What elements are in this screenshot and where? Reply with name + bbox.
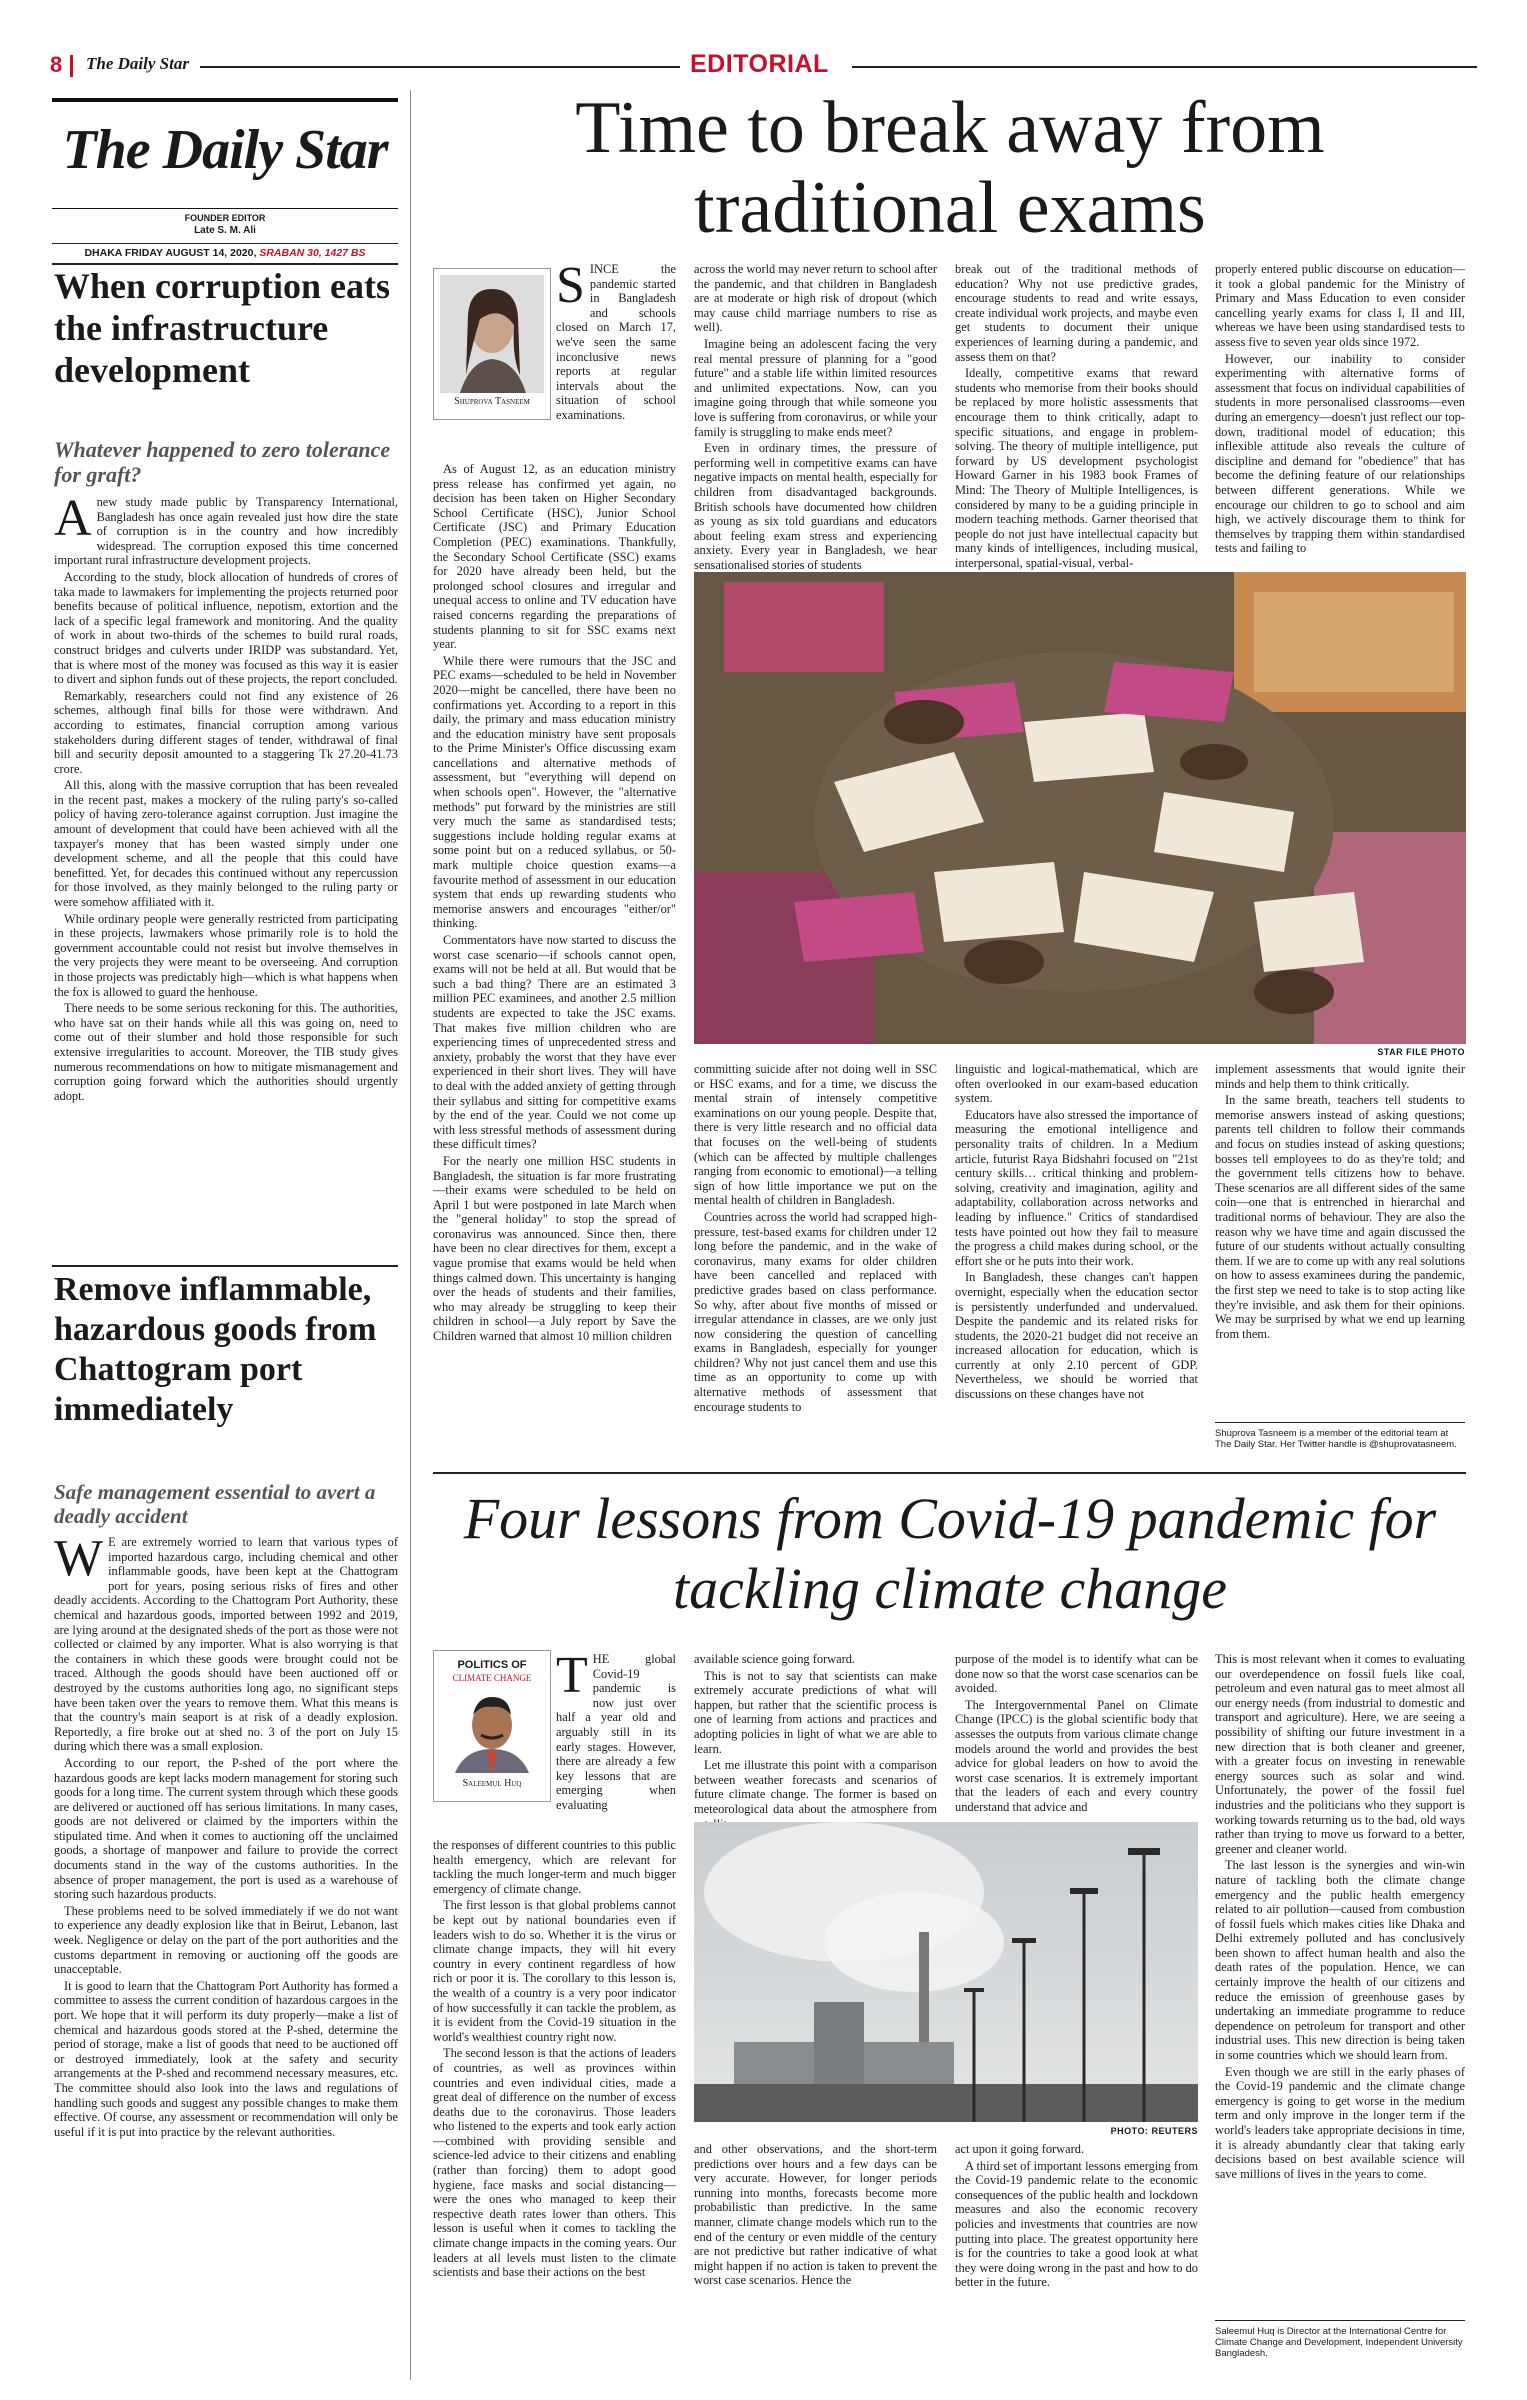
article2-para: This is most relevant when it comes to evaluating our overdependence on fossil fuels like coal, petroleum and even natural gas to meet almost all our energy needs (from industrial to domestic and transport and agriculture). Here, we are seeing a possibility of shifting our future investment in a new direction that is both cleaner and greener, with a greater focus on investing in renewable energy sources such as solar and wind. Unfortunately, the power of the fossil fuel industries and the politicians who they support is working towards returning us to the bad, old ways rather than trying to move us forward to a better, greener and cleaner world. [1215,1652,1465,1856]
article2-para: purpose of the model is to identify what can be done now so that the worst case scenarios can be avoided. [955,1652,1198,1696]
article2-para: available science going forward. [694,1652,856,1666]
article1-col3-top [955,262,1198,572]
editorial1-para: Remarkably, researchers could not find any existence of 26 schemes, although final bills for those were withdrawn. And according to estimates, financial corruption among various stakeholders during different stages of tender, withdrawal of final bill and security deposit amounted to a staggering Tk 27.20-41.73 crore. [54,688,398,776]
article1-para: As of August 12, as an education ministry press release has confirmed yet again, no decision has been taken on Higher Secondary School Certificate (HSC), Junior School Certificate (JSC) and Primary Education Completion (PEC) examinations. Thankfully, the Secondary School Certificate (SSC) exams for 2020 have already been held, but the prolonged school closures and irregular and unequal access to online and TV education have raised concerns regarding the preparations of students planning to sit for SSC exams next year. [433,462,676,652]
header-rule-left [200,66,680,68]
article1-para: properly entered public discourse on education—it took a global pandemic for the Ministry of Primary and Mass Education to even consider cancelling yearly exams for class I, II and III, whereas we have been using standardised tests to assess five to seven year olds since 1972. [1215,262,1465,349]
article2-photo-credit: PHOTO: REUTERS [1110,2126,1198,2136]
editorial1-para: All this, along with the massive corruption that has been revealed in the recent past, makes a mockery of the ruling party's so-called policy of having zero-tolerance against corruption. Just imagine the amount of development that could have been achieved with all the taxpayer's money that has been wasted simply under one development scheme, and all the people that this could have benefitted. Yet, for decades this continued without any repercussion for those involved, as they mainly belonged to the ruling party or were somehow affiliated with it. [54,778,398,910]
editorial1-dropcap: A [54,490,92,547]
article1-text: INCE the pandemic started in Bangladesh and schools closed on March 17, we've seen the same inconclusive news reports at regular intervals about the situation of school examinations. [556,262,676,422]
article1-col4-bottom [1215,1062,1465,1343]
article2-col4 [1215,1652,1465,2183]
article1-headline: Time to break away from traditional exams [575,87,1325,249]
article2-bio: Saleemul Huq is Director at the International Centre for Climate Change and Development, Independent University Bangladesh. [1215,2326,1463,2359]
editorial1-subhead: Whatever happened to zero tolerance for graft? [54,437,391,487]
editorial2-para: E are extremely worried to learn that various types of imported hazardous cargo, including chemical and other inflammable goods, have been kept at the Chattogram port for years, posing serious risks of fires and other deadly accidents. According to the Chattogram Port Authority, these chemical and hazardous goods, imported between 1992 and 2019, are lying around at the designated sheds of the port as those were not collected or claimed by any importer. What is also worrying is that the containers in which these goods were brought could not be traced. Although the goods should have been auctioned off or destroyed by the customs authorities long ago, no significant steps have been taken over the years to remove them. What this means is that the country's main seaport is at risk of a deadly explosion. Reportedly, a fire broke out at shed no. 3 of the port on July 15 during which there was a small explosion. [54,1535,398,1754]
article1-para: However, our inability to consider experimenting with alternative forms of assessment that focus on individual capabilities of students in more personalised classrooms—even during an emergency—doesn't just reflect our top-down, traditional model of education; this inflexible attitude also reveals the culture of discipline and demand for "obedience" that has become the defining feature of our relationships between different generations. While we encourage our children to go to school and aim high, we actively discourage them to think for themselves by trapping them within standardised tests and failing to [1215,351,1465,556]
article2-photo [694,1822,1198,2122]
author-portrait [447,1689,537,1773]
editorial1-para: There needs to be some serious reckoning for this. The authorities, who have sat on their hands while all this was going on, need to come out of their slumber and hold those responsible for such extensive irregularities to account. Moreover, the TIB study gives numerous recommendations on how to mitigate mismanagement and corruption going forward which the authorities should urgently adopt. [54,1001,398,1103]
article1-author: Shuprova Tasneem [454,396,530,407]
article1-col2-bottom [694,1062,937,1416]
article2-para: The second lesson is that the actions of leaders of countries, as well as provinces within countries and even individual cities, made a great deal of difference on the number of excess deaths due to the coronavirus. Those leaders who listened to the experts and took early action—combined with providing sensible and science-led advice to their citizens and enabling (rather than forcing) them to adopt good hygiene, face masks and social distancing—were the ones who managed to keep their respective death rates lower than others. This lesson is useful when it comes to tackling the climate change impacts in the coming years. Our leaders at all levels must listen to the climate scientists and base their actions on the best [433,2046,676,2280]
founder-label: FOUNDER EDITOR [184,213,266,223]
power-plant-photo [694,1822,1198,2122]
masthead-box [52,98,398,209]
editorial1-para: According to the study, block allocation of hundreds of crores of taka made to lawmakers for implementing the projects returned poor benefits because of political influence, nepotism, extortion and the lack of a specific legal framework and monitoring. And the quality of work in about two-thirds of the schemes to build rural roads, construct bridges and culverts under IRIDP was substandard. Yet, that is where most of the money was focused as this way it is easier to divert and siphon funds out of these projects, the report concluded. [54,569,398,687]
article1-para: Ideally, competitive exams that reward students who memorise from their books should be replaced by more holistic assessments that encourage them to think critically, adapt to specific situations, and engage in problem-solving. The theory of multiple intelligence, put forward by US development psychologist Howard Garner in his 1983 book Frames of Mind: The Theory of Multiple Intelligences, is considered by many to be a guiding principle in modern teaching methods. Garner theorised that people do not just have intellectual capacity but many kinds of intelligences, including musical, interpersonal, spatial-visual, verbal- [955,366,1198,570]
article1-para: Even in ordinary times, the pressure of performing well in competitive exams can have negative impacts on mental health, especially for children from disadvantaged backgrounds. British schools have documented how children as young as six told guardians and educators about feeling exam stress and experiencing anxiety. Every year in Bangladesh, we hear sensationalised stories of students [694,441,937,572]
article2-col3-top [955,1652,1198,1817]
article2-col2-bottom [694,2142,937,2290]
article2-author: Saleemul Huq [462,1778,522,1789]
article2-text: HE global Covid-19 pandemic is now just over half a year old and arguably still in its early stages. However, there are already a few key lessons that are emerging when evaluating [556,1652,676,1812]
author-portrait [440,275,544,393]
editorial2-headline: Remove inflammable, hazardous goods from Chattogram port immediately [54,1271,377,1428]
students-reading-photo [694,572,1466,1044]
editorial2-para: It is good to learn that the Chattogram Port Authority has formed a committee to assess the current condition of hazardous cargoes in the port. We hope that it will perform its duty properly—make a list of chemical and hazardous goods stored at the P-shed, determine the period of storage, make a list of goods that need to be auctioned off or destroyed immediately, look at the safety and security arrangements at the P-shed and recommend necessary measures, etc. The committee should also look into the laws and regulations of handling such goods and suggest any possible changes to make them effective. Of course, any assessment or recommendation will only be useful if it is put into practice by the relevant authorities. [54,1978,398,2139]
column-sub: CLIMATE CHANGE [452,1673,532,1683]
article1-para: Imagine being an adolescent facing the very real mental pressure of planning for a "good future" and a stable life within limited resources and unlimited expectations. Now, can you imagine going through that while someone you love is suffering from coronavirus, or while your family is struggling to make ends meet? [694,336,937,439]
dateline-date: DHAKA FRIDAY AUGUST 14, 2020, [84,247,257,259]
article2-para: The Intergovernmental Panel on Climate Change (IPCC) is the global scientific body that assesses the outputs from various climate change models around the world and provides the best advice for global leaders on how to avoid the worst case scenarios. It is extremely important that the leaders of each and every country understand that advice and [955,1697,1198,1814]
article1-para: In Bangladesh, these changes can't happen overnight, especially when the education sector is persistently underfunded and undervalued. Despite the pandemic and its related risks for students, the 2020-21 budget did not receive an increased allocation for education, which is currently at only 2.10 percent of GDP. Nevertheless, we should be worried that discussions on these changes have not [955,1270,1198,1402]
article1-col2-top [694,262,937,574]
article1-col4-top [1215,262,1465,558]
article1-para: Commentators have now started to discuss the worst case scenario—if schools cannot open, exams will not be held at all. But would that be such a bad thing? There are an estimated 3 million PEC examinees, and another 2.5 million students are expected to take the JSC exams. That makes five million children who are experiencing times of unprecedented stress and anxiety, probably the worst that they have ever experienced in their short lives. They will have to deal with the added anxiety of getting through their syllabus and sitting for competitive exams by the end of the year. Could we not come up with less stressful methods of assessment during these difficult times? [433,933,676,1152]
editorial2-para: These problems need to be solved immediately if we do not want to experience any deadly explosion like that in Beirut, Lebanon, last week. Negligence or delay on the part of the port authorities and the customs department in removing or auctioning off the goods are unacceptable. [54,1903,398,1977]
masthead-small: The Daily Star [86,54,189,73]
header-rule-right [852,66,1477,68]
article1-para: committing suicide after not doing well in SSC or HSC exams, and for a time, we discuss the mental strain of intensely competitive examinations on our young people. Despite that, there is very little research and no official data that focuses on the well-being of students (which can be affected by multiple challenges ranging from economic to emotional)—a telling sign of how little importance we put on the mental health of children in Bangladesh. [694,1062,937,1208]
editorial1-body [54,490,398,1105]
founder-name: Late S. M. Ali [194,225,256,236]
article2-col2-top [694,1652,937,1833]
article2-col1-top [556,1647,676,1815]
page-number: 8 [50,52,63,77]
article1-col1-top [556,257,676,425]
editorial2-dropcap: W [54,1530,104,1587]
article2-para: the responses of different countries to this public health emergency, which are relevant for tackling the much longer-term and much bigger emergency of climate change. [433,1838,676,1896]
editorial2-body [54,1530,398,2141]
article2-para: A third set of important lessons emerging from the Covid-19 pandemic relate to the economic consequences of the public health and lockdown measures and also the economic recovery policies and investments that countries are now putting into place. The greatest opportunity here is for the countries to take a good look at what they were doing wrong in the past and how to do better in the future. [955,2158,1198,2290]
column-label: POLITICS OF [457,1659,527,1671]
article2-col1 [433,1838,676,2282]
article1-photo-credit: STAR FILE PHOTO [1377,1047,1465,1057]
article1-author-box [433,268,551,420]
editorial1-headline: When corruption eats the infrastructure development [54,266,390,390]
header-divider [70,55,73,77]
article1-para: While there were rumours that the JSC and PEC exams—scheduled to be held in November 2020—might be cancelled, there have been no confirmations yet. According to a report in this daily, the primary and mass education ministry and the education ministry have sent proposals to the Prime Minister's Office discussing exam cancellations and alternative methods of assessment, but "everything will depend on when schools open". However, the "alternative methods" put forward by the ministries are still very much the same as standardised tests; suggestions include holding regular exams at some point but on a reduced syllabus, or 50-mark multiple choice question exams—a favourite method of assessment in our education system that ends up rewarding students who memorise answers and encourages "either/or" thinking. [433,653,676,931]
editorial1-para: new study made public by Transparency International, Bangladesh has once again revealed just how dire the state of corruption is in the country and how incredibly widespread. The corruption exposed this time concerned important rural infrastructure development projects. [54,495,398,568]
editorial2-subhead: Safe management essential to avert a deadly accident [54,1480,376,1528]
article1-bio-rule [1215,1422,1465,1423]
article2-para: act upon it going forward. [955,2142,1085,2156]
article2-para: The first lesson is that global problems cannot be kept out by national boundaries even if leaders wish to do so. Whether it is the virus or climate change impacts, they will hit every country in every continent regardless of how rich or poor it is. The corollary to this lesson is, the wealth of a country is a very poor indicator of how successfully it can tackle the problem, as it is evident from the Covid-19 situation in the world's wealthiest country right now. [433,1898,676,2044]
article1-para: Educators have also stressed the importance of measuring the emotional intelligence and personality traits of children. In a Medium article, futurist Raya Bidshahri focused on "21st century skills… critical thinking and problem-solving, creativity and imagination, agility and adaptability, collaboration across networks and leading by influence." Critics of standardised tests have pointed out how they fail to measure the progress a child makes during school, or the effort she or he puts into their work. [955,1107,1198,1268]
article2-dropcap: T [556,1647,588,1704]
dateline-bengali: SRABAN 30, 1427 BS [259,247,366,259]
editorial2-para: According to our report, the P-shed of the port where the hazardous goods are kept lacks modern management for storing such goods for a long time. The current system through which these goods are delivered or auctioned off has serious limitations. In many cases, goods are not delivered or claimed by the importers within the stipulated time. And when it comes to auctioning off the unclaimed goods, a shortage of manpower and failure to provide the correct documents stand in the way of the customs authorities. In the absence of proper management, the port is used as a warehouse of storing such hazardous products. [54,1755,398,1902]
dateline [52,247,398,259]
article2-para: This is not to say that scientists can make extremely accurate predictions of what will happen, but rather that the scientific process is one of learning from actions and practices and adopting policies in light of what we are able to learn. [694,1668,937,1756]
article1-para: For the nearly one million HSC students in Bangladesh, the situation is far more frustrating—their exams were scheduled to be held on April 1 but were postponed in late March when the "general holiday" to stop the spread of coronavirus was announced. Since then, there have been no clear directives for them, except a vague promise that exams would be held when things calmed down. This uncertainty is hanging over the heads of students and their families, who may already be struggling to keep their children in school—a July report by Save the Children warned that almost 10 million children [433,1153,676,1344]
article1-para: across the world may never return to school after the pandemic, and that children in Bangladesh are at moderate or high risk of dropout (which may cause child marriage numbers to rise as well). [694,262,937,335]
article1-para: implement assessments that would ignite their minds and help them to think critically. [1215,1062,1465,1091]
article1-para: break out of the traditional methods of education? Why not use predictive grades, encourage students to read and write essays, create individual work projects, and maybe even get students to document their unique experiences of learning during a pandemic, and assess them on that? [955,262,1198,364]
article2-author-box [433,1650,551,1802]
masthead-title: The Daily Star [62,119,388,181]
editorial1-para: While ordinary people were generally restricted from participating in these projects, lawmakers whose primarily role is to hold the government accountable could not resist but involve themselves in the very projects they were meant to be overseeing. And corruption in those projects was predictably high—which is what happens when the fox is allowed to guard the henhouse. [54,911,398,999]
article2-para: Let me illustrate this point with a comparison between weather forecasts and scenarios of future climate change. The former is based on meteorological data about the atmosphere from [694,1758,937,1816]
section-label: EDITORIAL [690,50,829,78]
article2-para: The last lesson is the synergies and win-win nature of tackling both the climate change emergency and the public health emergency related to air pollution—caused from combustion of fossil fuels which makes cities like Dhaka and Delhi extremely polluted and has conclusively been shown to affect human health and also the death rates of the population. Hence, we can certainly improve the health of our citizens and reduce the emission of greenhouse gases by undertaking an immediate programme to reduce dependence on petroleum for transport and other industrial uses. This new direction is being taken in some countries which we should learn from. [1215,1858,1465,2063]
editorial-divider [52,1265,398,1267]
article2-para: and other observations, and the short-term predictions over hours and a few days can be very accurate. However, for longer periods running into months, forecasts become more probabilistic than predictive. In the same manner, climate change models which run to the end of the century or even middle of the century are not predictive but rather indicative of what might happen if no action is taken to prevent the worst case scenarios. Hence the [694,2142,937,2288]
article1-col3-bottom [955,1062,1198,1404]
article2-bio-rule [1215,2320,1465,2321]
article1-photo [694,572,1466,1044]
article1-dropcap: S [556,257,585,314]
article1-para: In the same breath, teachers tell students to memorise answers instead of asking questions; parents tell children to follow their commands and focus on studies instead of asking questions; bosses tell employees to do as they're told; and the government tells citizens how to behave. These scenarios are all different sides of the same coin—one that is entrenched in hierarchal and traditional norms of behaviour. They are also the reason why we have time and again discussed the future of our students without actually consulting them. If we are to come up with any real solutions on how to assess examinees during the pandemic, the first step we need to take is to stop acting like they're invisible, and ask them for their opinions. We may be surprised by what we end up learning from them. [1215,1093,1465,1341]
article2-para: Even though we are still in the early phases of the Covid-19 pandemic and the climate change emergency is going to get worse in the medium term and only improve in the longer term if the world's leaders take appropriate decisions in time, it is already abundantly clear that taking early decisions based on best available science will save millions of lives in the years to come. [1215,2064,1465,2181]
article1-col1 [433,462,676,1346]
article2-col3-bottom [955,2142,1198,2292]
article1-para: linguistic and logical-mathematical, which are often overlooked in our exam-based education system. [955,1062,1198,1106]
article-divider [433,1472,1466,1474]
article2-headline: Four lessons from Covid-19 pandemic for tackling climate change [463,1486,1437,1621]
article1-para: Countries across the world had scrapped high-pressure, test-based exams for children under 12 long before the pandemic, and in the wake of coronavirus, many exams for older children have been cancelled and replaced with predictive grades based on class performance. So why, after about five months of missed or irregular attendance in classes, are we only just now considering the question of cancelling exams in Bangladesh, especially for younger children? Why not just cancel them and use this time as an opportunity to come up with alternative methods of assessment that encourage students to [694,1209,937,1414]
article1-bio: Shuprova Tasneem is a member of the editorial team at The Daily Star. Her Twitter handle is @shuprovatasneem. [1215,1428,1457,1450]
column-separator [410,90,411,2380]
dateline-rule-top [52,243,398,244]
